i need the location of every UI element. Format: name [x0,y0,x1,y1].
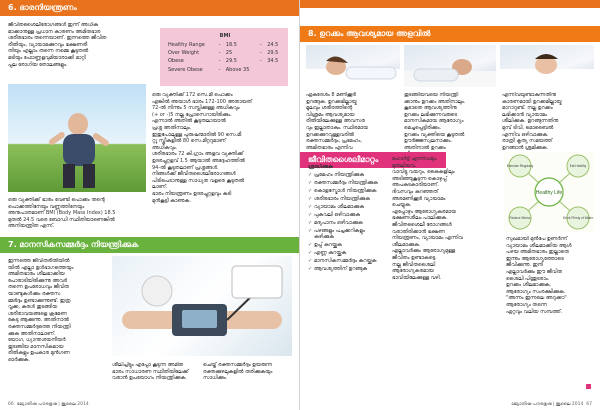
bmi-row [166,66,284,74]
person-stretching-illustration [8,84,146,192]
stress-body-text: ഇന്നത്തെ ജീവിതരീതിയിൽ യിൽ എല്ലാ ഉൾഭാഗത്തെയും അമിതഭാരം ശീലമാക്കിയ പോരാടിയിരിക്കുന്നു അവർ തന്നെ ഉപരോധവും ജീവിത യാണ്ടുകൾക്കും രക്തസ മ്മർദ്ദം ഉണ്ടാക്കുന്നുണ്ട്. ഇത്ര വൃക്ക, കരൾ തുടങ്ങിയ ശരീരാവയങ്ങളെ ക്രമേണ കേടു ആക്കുന്നു. അതിനാൽ രക്തസമ്മർദ്ദത്തെ നിയന്ത്രി ക്കുക അതിനാലാണ്. യോഗ, ധ്യാന്തശയനീയർ തുടങ്ങിയ മാനസികമായ രീതികളും ഉപകാര മുൻഗണ ഓർക്കുക. [8,258,74,363]
section-header-lifestyle: ജീവിതശൈലീമാറ്റം [300,152,446,168]
checklist-title: ശ്രദ്ധിക്കുക [308,164,333,170]
footer-text: ജ്യോതിഷ പൗരഭൂഷ | ജൂലൈ 2014 [16,402,89,407]
sleeping-child-illustration [500,45,594,87]
sleep-text-col3: എന്നിവയുണ്ടാകുന്നതിനു കാരണമായി ഉറക്കമില്ലായ്മ മാറാറുണ്ട്. നല്ല ഉറക്കം ലഭിക്കാൻ വ്യായാമം ശീലിക്കുക. ഉറങ്ങുന്നതിനു മുമ്പ് ടിവി, മൊബൈൽ എന്നിവ ഒഴിവാക്കുക. രാത്രി കൃത്യ സമയത്ത് ഉറങ്ങാൻ ശ്രമിക്കുക. [502,92,562,151]
bmi-dash: - [260,49,262,56]
checklist-item: ✓ പ്രമേഹം നിയന്ത്രിക്കുക [308,172,386,178]
bmi-row [166,49,284,57]
bmi-low: 18.5 [225,41,237,48]
checklist-item: ✓ പുകവലി ഒഴിവാക്കുക [308,212,386,218]
checklist-item: ✓ പഴങ്ങളും പച്ചക്കറികളും കഴിക്കുക [308,228,386,241]
bmi-sep: - [218,66,221,73]
lifestyle-middle-text: ഹോർട്ട് എന്നിവയും മുതലിയവ. വാവിട്ടു വയറും, കൈകളിലും അടിഞ്ഞുകൂടുന്ന കൊഴുപ്പ് അപകടകാരിയാണ്. ദിവസവും കുറഞ്ഞത് അരമണിക്കൂർ വ്യായാമം ചെയ്യുക. എപ്പോഴും ആരോഗ്യകരമായ ഭക്ഷണശീലം പാലിക്കുക. ജീവിതശൈലീ രോഗങ്ങൾ വരാതിരിക്കാൻ ഭക്ഷണ നിയന്ത്രണം, വ്യായാമം എന്നിവ ശീലമാക്കുക. എല്ലാവർക്കും ആരോഗ്യമുള്ള ജീവിതം ഉണ്ടാകട്ടെ. നല്ല ജീവിതശൈലി ആരോഗ്യകരമായ ഭാവിയിലേക്കുള്ള വഴി. [392,156,463,281]
checklist-item: ✓ എണ്ണ കുറയ്ക്കുക [308,250,386,256]
sleep-text-col1: ഏകദേശം 8 മണിക്കൂർ ഉറങ്ങുക. ഉറക്കമില്ലായ്മ മൂലവും ശരീരത്തിന്റെ വിശ്രമം ആവശ്യമായ രീതിയിലേക്കുള്ള അവസര വും ഇല്ലാതാകും. സ്ഥിരമായ ഉറക്കക്കുറവുള്ളവരിൽ രക്തസമ്മർദ്ദം, പ്രമേഹം, അമിതഭാരം എന്നിവ [306,92,369,151]
healthy-life-diagram-graphic [504,152,594,232]
bmi-header: BMI [219,33,231,40]
bmi-row [166,57,284,65]
section-header-sleep: 8. ഉറക്കം ആവശ്യമായ അളവിൽ [300,26,600,42]
section-header-weight: 6. ഭാരനിയന്ത്രണം [0,0,299,16]
page-footer-left [8,401,89,407]
bmi-dash: - [260,41,262,48]
bmi-label: Obese [168,58,184,65]
bmi-high: 29.5 [267,49,279,56]
sleep-photo-3 [500,45,594,87]
checklist-item: ✓ ശരീരഭാരം നിയന്ത്രിക്കുക [308,196,386,202]
page-footer-right [511,401,592,407]
bmi-table-box [160,28,288,86]
bmi-high [265,66,284,74]
diagram-item-label: Eat Healthy [569,164,587,168]
checklist-item: ✓ മാനസികസമ്മർദ്ദം കുറയ്ക്കുക [308,258,386,264]
stress-caption-2: ചെയ്ത് രക്തസമ്മർദ്ദം ഉയരുന്ന രക്തക്കുഴലുകളിൽ തരിക്കുകയും സാധിക്കും. [203,362,273,382]
bmi-sep: - [218,41,221,48]
bmi-label: Healthy Range [168,41,205,48]
end-mark [586,384,591,389]
checklist-item: ✓ രക്തസമ്മർദ്ദം നിയന്ത്രിക്കുക [308,180,386,186]
footer-text: ജ്യോതിഷ പൗരഭൂഷ | ജൂലൈ 2014 [511,402,584,407]
bmi-dash [258,66,265,74]
stress-caption-1: ശീലിച്ചിട്ടും എപ്പോ കൂടുന്ന അമിത ഭാരം സാധാരണ സ്ഥിതിയിലേക്ക് വരാൻ ഉപയോഗം നിയന്ത്രിക്കുക. [112,362,189,382]
bmi-explanation-text: ഒരു വ്യക്തിക്ക് 172 സെ.മീ പൊക്കം എങ്കിൽ അയാൾ ഭാരം 172-100 അതായത് 72-ൽ നിന്നും 5 സമ്പ്ലിക്കുള്ള അധികവും (+ or -)5 നല്ല പ്രോസെറായിരിക്കും. എന്നാൽ അതിൽ കൂടുതലായാൽ പ്രശ്ന അതിനാലും. ഇതുപോലുള്ള പുരുഷന്മാരിൽ 90 സെ.മീ റ്റൂ സ്ത്രീകളിൽ 80 സെ.മീറ്ററുമാണ് അധികവും. ശരീരഭാരം 72 കി.ഗ്രാം അളവ വ്യക്തിക്ക് ഉദരച്ചുറ്റളവ് 1.5 ആയാൽ അദ്ദേഹത്തിൽ 94-ൽ കൂടുതലാണ് പ്രശ്നങ്ങൾ. നിങ്ങൾക്ക് ജീവിതശൈലീരോഗങ്ങൾ പിടിപെടാനുള്ള സാധ്യത വളരെ കൂടുതൽ ലാണ്. ഭാരം നിയന്ത്രണം ഉദരച്ചുറ്റളവും കുടി മുൻകൂട്ടി കാണുക. [152,92,253,204]
page-number: 67 [586,402,592,407]
checklist-item: ✓ മദ്യപാനം ഒഴിവാക്കുക [308,220,386,226]
right-page [300,0,600,410]
checklist-item: ✓ ഉപ്പ് കുറയ്ക്കുക [308,242,386,248]
diagram-center-label: Healthy Life [535,190,563,196]
checklist-item: ✓ ആവശ്യത്തിന് ഉറങ്ങുക [308,266,386,272]
top-strip [300,0,600,8]
sleep-text-col2: തുടങ്ങിയവയെ നിയന്ത്രി ക്കാനും ഉറക്കം അതിനാലും. കൂടാതെ ആവശ്യത്തിനു ഉറക്കം ലഭിക്കുന്നവരുടെ മാനസികമായ ആരോഗ്യം മെച്ചപ്പെട്ടിരിക്കും. ഉറക്കം വ്യക്തിയെ കൂടുതൽ ഊർജ്ജസ്വലനാക്കും. അതിനാൽ ഉറക്കം [404,92,466,151]
sleeping-woman-illustration [306,45,400,87]
diagram-item-label: Reduce Stress [509,216,531,220]
blood-pressure-check-illustration [112,256,292,356]
checklist-item: ✓ കൊളസ്ട്രോൾ നിയന്ത്രിക്കുക [308,188,386,194]
healthy-life-diagram [504,152,594,232]
bmi-label: Over Weight [168,49,200,56]
bmi-definition-text: ഒരു വ്യക്തിക്ക് ഭാരം വേണ്ടി പൊക്കം തന്റെ പൊക്കത്തിനേയും വണ്ണത്തിനേയും അനുപാതമാണ് BMI (Body Mass Index) 18.5 മുതൽ 24.5 വരെ ബോഡി സ്ഥിതിയാണെങ്കിൽ അനിയന്ത്രിത എന്ന്. [8,197,116,230]
bmi-label: Severe Obese [168,66,203,73]
diagram-item-label: Exercise Regularly [506,164,534,168]
bmi-low: 25 [225,49,233,56]
closing-text: സുഖമായി മുൻപേ ഉണർന്ന് വ്യായാമം ശീലമാക്കിയ ആൾ പഴയ അമിതഭാരം ഇല്ലാതെ ഇന്നും ആരോഗ്യത്തോടെ ജീവിക്കുന്നു. ഇനി എല്ലാവർക്കും ഈ ജീവിത ശൈലി പിന്തുടരാം. ഉറക്കം ശീലമാക്കുക, ആരോഗ്യം സംരക്ഷിക്കുക. "അന്നം ഇന്നലെ അറുക്കാ" ആരോഗ്യം തന്നെ ഏറ്റവും വലിയ സമ്പത്ത്. [506,236,572,315]
section-header-stress: 7. മാനസികസമ്മർദ്ദം നിയന്ത്രിക്കുക [0,237,299,253]
bmi-low: Above 35 [225,66,250,73]
intro-text: ജീവിതശൈലീരോഗങ്ങൾ ഇന്ന് അധിക മാക്കാനുള്ള പ്രധാന കാരണം അമിതഭാര ശരീരഭാരം തന്നെയാണ്. ഇന്നത്തെ ജീവിത രീതിയും, വ്യായാമക്കുറവും ഭക്ഷണരീ തിയും എല്ലാം തന്നെ നമ്മെ കൂടുതൽ മടിയും ഫോണ്ണളവുമിയാരാക്കി മാറ്റി പ്പല രോഗിയ തോലങ്ങളും. [8,22,107,68]
sleep-photo-1 [306,45,400,87]
sleeping-man-illustration [404,45,496,87]
bmi-sep: - [218,49,221,56]
blood-pressure-photo [112,256,292,356]
bmi-sep: - [218,58,221,65]
page-number: 66 [8,402,14,407]
bmi-high: 34.5 [267,58,279,65]
bmi-high: 24.5 [267,41,279,48]
checklist [308,172,386,274]
checklist-item: ✓ വ്യായാമം ശീലമാക്കുക [308,204,386,210]
bmi-low: 29.5 [225,58,237,65]
bmi-dash: - [260,58,262,65]
bmi-table [166,32,284,74]
diagram-item-label: Drink Plenty of Water [563,216,593,220]
bmi-row [166,40,284,48]
sleep-photo-2 [404,45,496,87]
exercise-photo [8,84,146,192]
